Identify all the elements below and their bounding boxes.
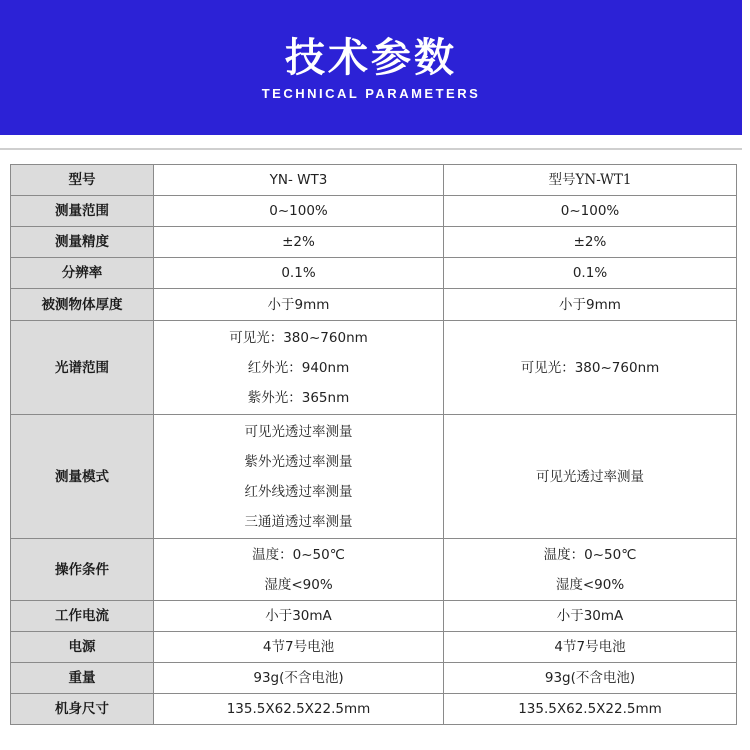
cell-text: ±2% — [282, 234, 315, 250]
value-cell-wt3 — [154, 321, 444, 415]
cell-text: 135.5X62.5X22.5mm — [226, 701, 371, 717]
row-label: 分辨率 — [11, 258, 154, 289]
cell-text: 小于9mm — [559, 296, 621, 313]
cell-text: 三通道透过率测量 — [244, 513, 353, 530]
page-title: 技术参数 — [285, 35, 457, 81]
row-label: 机身尺寸 — [11, 694, 154, 725]
cell-text: 红外线透过率测量 — [244, 483, 353, 500]
value-cell-wt3 — [154, 196, 444, 227]
table-row-accuracy — [11, 227, 737, 258]
cell-text: 型号YN-WT1 — [548, 172, 632, 188]
value-cell-wt1 — [444, 321, 737, 415]
value-cell-wt3 — [154, 601, 444, 632]
value-cell-wt3 — [154, 632, 444, 663]
cell-text: 4节7号电池 — [262, 639, 335, 655]
cell-text: 0~100% — [269, 203, 328, 219]
cell-text: 4节7号电池 — [554, 639, 626, 655]
table-row-weight — [11, 663, 737, 694]
row-label: 被测物体厚度 — [11, 289, 154, 321]
value-cell-wt3 — [154, 165, 444, 196]
table-row-spectrum — [11, 321, 737, 415]
cell-text: 红外光：940nm — [247, 359, 350, 376]
cell-text: 93g(不含电池) — [253, 670, 344, 686]
table-row-thickness — [11, 289, 737, 321]
cell-text: 紫外光：365nm — [247, 389, 350, 406]
row-label: 光谱范围 — [11, 321, 154, 415]
value-cell-wt1 — [444, 289, 737, 321]
cell-text: 湿度<90% — [264, 576, 333, 593]
cell-text: ±2% — [573, 234, 607, 250]
cell-text: 温度：0~50℃ — [252, 546, 345, 563]
value-cell-wt1 — [444, 258, 737, 289]
table-row-dimensions — [11, 694, 737, 725]
cell-text: 0~100% — [560, 203, 620, 219]
table-row-current — [11, 601, 737, 632]
value-cell-wt3 — [154, 289, 444, 321]
table-row-resolution — [11, 258, 737, 289]
value-cell-wt1 — [444, 196, 737, 227]
cell-text: 93g(不含电池) — [544, 670, 636, 686]
row-label: 型号 — [11, 165, 154, 196]
row-label: 工作电流 — [11, 601, 154, 632]
row-label: 重量 — [11, 663, 154, 694]
cell-text: 135.5X62.5X22.5mm — [518, 701, 662, 717]
header-banner — [0, 0, 742, 135]
value-cell-wt3 — [154, 415, 444, 539]
cell-text: 小于30mA — [556, 608, 624, 624]
value-cell-wt1 — [444, 663, 737, 694]
row-label: 测量范围 — [11, 196, 154, 227]
cell-text: 0.1% — [281, 265, 316, 281]
cell-text: 0.1% — [572, 265, 608, 281]
parameters-table — [10, 164, 737, 725]
cell-text: 可见光透过率测量 — [244, 423, 353, 440]
row-label: 测量模式 — [11, 415, 154, 539]
row-label: 操作条件 — [11, 539, 154, 601]
header-divider — [0, 148, 742, 150]
value-cell-wt3 — [154, 258, 444, 289]
row-label: 电源 — [11, 632, 154, 663]
value-cell-wt1 — [444, 601, 737, 632]
table-row-model — [11, 165, 737, 196]
value-cell-wt3 — [154, 227, 444, 258]
cell-text: 小于30mA — [265, 608, 332, 624]
value-cell-wt3 — [154, 663, 444, 694]
cell-text: 可见光：380~760nm — [229, 329, 368, 346]
cell-text: 温度：0~50℃ — [543, 546, 637, 563]
cell-text: 可见光透过率测量 — [536, 468, 644, 485]
value-cell-wt1 — [444, 415, 737, 539]
value-cell-wt1 — [444, 539, 737, 601]
table-row-mode — [11, 415, 737, 539]
cell-text: YN- WT3 — [269, 172, 328, 188]
page-subtitle: TECHNICAL PARAMETERS — [261, 86, 481, 101]
table-row-power — [11, 632, 737, 663]
value-cell-wt1 — [444, 165, 737, 196]
cell-text: 可见光：380~760nm — [520, 359, 660, 376]
value-cell-wt1 — [444, 227, 737, 258]
cell-text: 小于9mm — [267, 296, 330, 313]
value-cell-wt1 — [444, 632, 737, 663]
cell-text: 湿度<90% — [555, 576, 625, 593]
row-label: 测量精度 — [11, 227, 154, 258]
table-row-conditions — [11, 539, 737, 601]
value-cell-wt1 — [444, 694, 737, 725]
value-cell-wt3 — [154, 539, 444, 601]
value-cell-wt3 — [154, 694, 444, 725]
cell-text: 紫外光透过率测量 — [244, 453, 353, 470]
table-row-range — [11, 196, 737, 227]
